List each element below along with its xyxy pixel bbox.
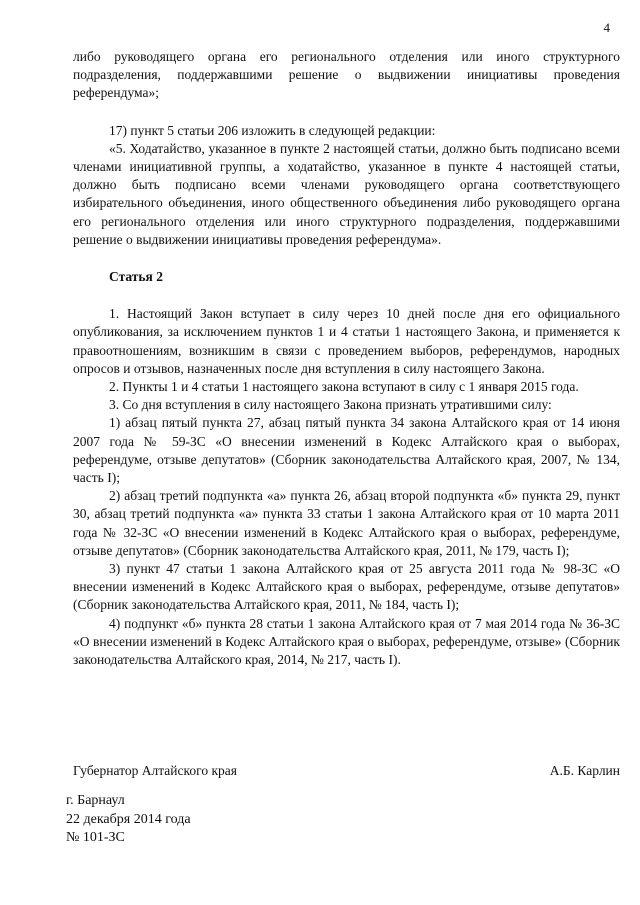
signature-block <box>73 762 620 780</box>
signatory-name: А.Б. Карлин <box>549 763 620 778</box>
list-item-repeal-1: 1) абзац пятый пункта 27, абзац пятый пункта 34 закона Алтайского края от 14 июня 2007 года № 59-ЗС «О внесении изменений в Кодекс Алтайского края о выборах, референдуме, отзыве депутатов» (Сборник законодательства Алтайского края, 2007, № 134, часть I); <box>73 415 620 486</box>
paragraph-quote-5: «5. Ходатайство, указанное в пункте 2 настоящей статьи, должно быть подписано всеми членами инициативной группы, а ходатайство, указанное в пункте 4 настоящей статьи, должно быть подписано всеми членами руководящего органа соответствующего избирательного объединения, иного общественного объединения либо руководящего органа его регионального отделения или иного структурного подразделения, поддержавшими решение о выдвижении инициативы проведения референдума». <box>73 140 620 247</box>
list-item-repeal-4: 4) подпункт «б» пункта 28 статьи 1 закона Алтайского края от 7 мая 2014 года № 36-ЗС «О внесении изменений в Кодекс Алтайского края о выборах, референдуме, отзыве» (Сборник законодательства Алтайского края, 2014, № 217, часть I). <box>73 615 620 668</box>
law-number: № 101-ЗС <box>66 830 125 845</box>
date: 22 декабря 2014 года <box>66 811 191 827</box>
paragraph-article2-1: 1. Настоящий Закон вступает в силу через 10 дней после дня его официального опубликования, за исключением пунктов 1 и 4 статьи 1 настоящего Закона, и применяется к правоотношениям, возникшим в связи с проведением выборов, референдумов, народных опросов и отзывов, назначенных после дня вступления в силу настоящего Закона. <box>73 306 620 376</box>
page-number: 4 <box>603 20 610 35</box>
paragraph-continuation: либо руководящего органа его регионального отделения или иного структурного подразделения, поддержавшими решение о выдвижении инициативы проведения референдума»; <box>73 49 620 101</box>
list-item-repeal-2: 2) абзац третий подпункта «а» пункта 26, абзац второй подпункта «б» пункта 29, пункт 30, абзац третий подпункта «а» пункта 33 статьи 1 закона Алтайского края от 10 марта 2011 года № 32-ЗС «О внесении изменений в Кодекс Алтайского края о выборах, референдуме, отзыве депутатов» (Сборник законодательства Алтайского края, 2011, № 179, часть I); <box>73 488 620 558</box>
list-item-repeal-3: 3) пункт 47 статьи 1 закона Алтайского края от 25 августа 2011 года № 98-ЗС «О внесении изменений в Кодекс Алтайского края о выборах, референдуме, отзыве депутатов» (Сборник законодательства Алтайского края, 2011, № 184, часть I); <box>73 561 620 613</box>
paragraph-article2-3: 3. Со дня вступления в силу настоящего Закона признать утратившими силу: <box>109 397 552 413</box>
place-date-block <box>66 792 191 848</box>
paragraph-article2-2: 2. Пункты 1 и 4 статьи 1 настоящего закона вступают в силу с 1 января 2015 года. <box>109 379 579 395</box>
article-2-heading: Статья 2 <box>109 269 163 285</box>
document-body <box>73 48 620 669</box>
city: г. Барнаул <box>66 793 125 808</box>
signatory-title: Губернатор Алтайского края <box>73 763 237 778</box>
paragraph-item-17: 17) пункт 5 статьи 206 изложить в следующей редакции: <box>109 122 436 138</box>
